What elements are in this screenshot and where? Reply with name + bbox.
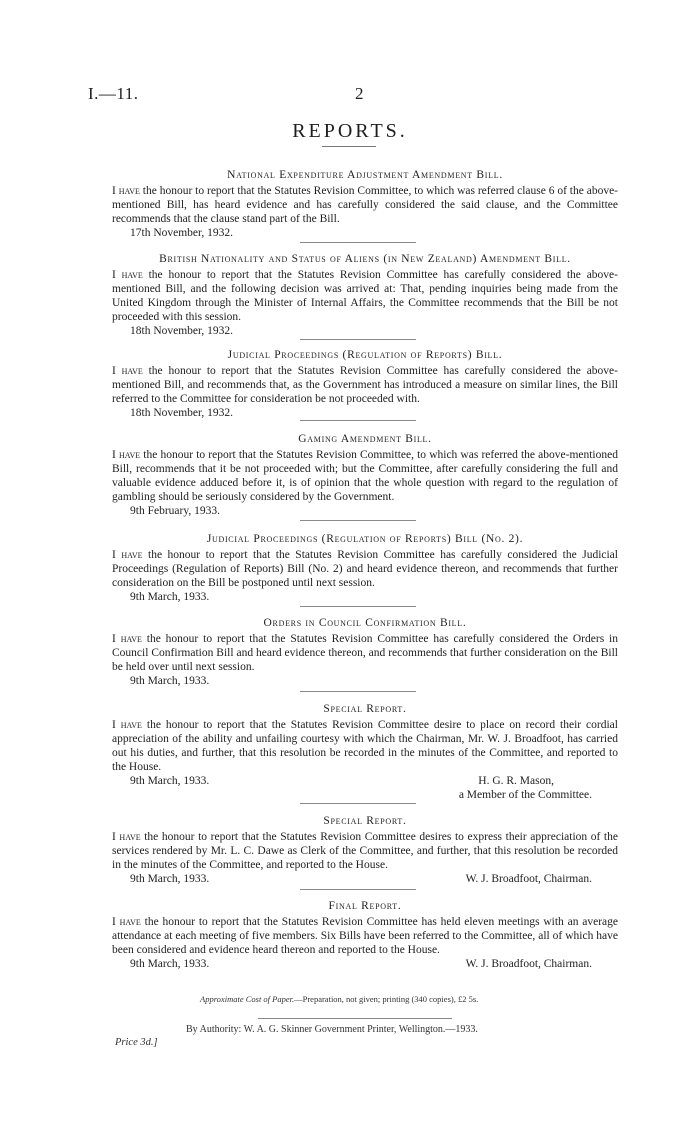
report-text: I have the honour to report that the Statutes Revision Committee, to which was referred clause 6 of the above-mentioned Bill, has heard evidence and has carefully considered the said clause, and the Committee recommends that the clause stand part of the Bill. [112, 185, 618, 225]
report-date: 18th November, 1932. [130, 325, 234, 337]
section-divider [300, 803, 416, 804]
signatory-role: a Member of the Committee. [458, 789, 592, 801]
section-divider [300, 606, 416, 607]
report-text: I have the honour to report that the Statutes Revision Committee desires to express their appreciation of the services rendered by Mr. L. C. Dawe as Clerk of the Committee, and further, that this resolution be recorded in the minutes of the Committee, and reported to the House. [112, 831, 618, 871]
special-report-section [112, 703, 618, 802]
chairman-signature: W. J. Broadfoot, Chairman. [465, 958, 592, 970]
final-report-section [112, 900, 618, 971]
document-reference: I.—11. [88, 84, 139, 103]
report-heading: Judicial Proceedings (Regulation of Reports) Bill. [227, 349, 503, 361]
special-report-section [112, 815, 618, 886]
report-heading: Orders in Council Confirmation Bill. [263, 617, 467, 629]
signature-row [112, 957, 618, 971]
section-divider [300, 339, 416, 340]
report-text: I have the honour to report that the Statutes Revision Committee desire to place on record their cordial appreciation of the ability and unfailing courtesy with which the Chairman, Mr. W. J. Broadfoot, has carried out his duties, and further, that this resolution be recorded in the minutes of the Committee, and reported to the House. [112, 719, 618, 773]
report-date: 9th March, 1933. [130, 873, 210, 885]
signature-row [112, 774, 618, 788]
report-date: 9th March, 1933. [130, 591, 210, 603]
report-date: 18th November, 1932. [130, 407, 234, 419]
report-text: I have the honour to report that the Statutes Revision Committee has carefully considered the above-mentioned Bill, and recommends that, as the Government has introduced a measure on similar lines, the Bill referred to the Committee for consideration be not proceeded with. [112, 365, 618, 405]
signatory-name: H. G. R. Mason, [478, 775, 554, 787]
report-heading: British Nationality and Status of Aliens (in New Zealand) Amendment Bill. [159, 253, 571, 265]
report-section [112, 253, 618, 338]
report-heading: Gaming Amendment Bill. [298, 433, 432, 445]
section-divider [300, 691, 416, 692]
report-date: 9th March, 1933. [130, 958, 210, 970]
report-text: I have the honour to report that the Statutes Revision Committee has carefully considered the Judicial Proceedings (Regulation of Reports) Bill (No. 2) and heard evidence thereon, and recommends that further consideration on the Bill be postponed until next session. [112, 549, 618, 589]
report-text: I have the honour to report that the Statutes Revision Committee has carefully considered the above-mentioned Bill, and the following decision was arrived at: That, pending inquiries being made from the United Kingdom through the Minister of Internal Affairs, the Committee recommends that the Bill be not proceeded with this session. [112, 269, 618, 323]
report-heading: Special Report. [323, 815, 407, 827]
report-section [112, 533, 618, 604]
report-section [112, 433, 618, 518]
report-text: I have the honour to report that the Statutes Revision Committee has carefully considered the Orders in Council Confirmation Bill and heard evidence thereon, and recommends that further consideration on the Bill be held over until next session. [112, 633, 618, 673]
cost-note: Approximate Cost of Paper.—Preparation, not given; printing (340 copies), £2 5s. [200, 994, 479, 1004]
report-date: 17th November, 1932. [130, 227, 234, 239]
signature-row [112, 872, 618, 886]
title-rule [322, 146, 376, 147]
page-number: 2 [355, 84, 364, 103]
printer-authority: By Authority: W. A. G. Skinner Government Printer, Wellington.—1933. [186, 1024, 478, 1035]
report-heading: National Expenditure Adjustment Amendment Bill. [227, 169, 503, 181]
price-note: Price 3d.] [115, 1037, 158, 1048]
report-text: I have the honour to report that the Statutes Revision Committee, to which was referred the above-mentioned Bill, recommends that it be not proceeded with; but the Committee, after carefully considering the full and valuable evidence adduced before it, is of opinion that the whole question with regard to the regulation of gambling should be seriously considered by the Government. [112, 449, 618, 503]
report-date: 9th March, 1933. [130, 675, 210, 687]
report-heading: Judicial Proceedings (Regulation of Reports) Bill (No. 2). [206, 533, 524, 545]
report-date: 9th February, 1933. [130, 505, 220, 517]
report-section [112, 349, 618, 420]
report-heading: Final Report. [328, 900, 402, 912]
footer-rule [258, 1018, 452, 1019]
chairman-signature: W. J. Broadfoot, Chairman. [465, 873, 592, 885]
report-date: 9th March, 1933. [130, 775, 210, 787]
section-divider [300, 889, 416, 890]
report-text: I have the honour to report that the Statutes Revision Committee has held eleven meetings with an average attendance at each meeting of five members. Six Bills have been referred to the Committee, all of which have been considered and evidence heard thereon and reported to the House. [112, 916, 619, 956]
section-divider [300, 520, 416, 521]
signatory-role-row [112, 788, 618, 802]
report-section [112, 169, 618, 240]
report-section [112, 617, 618, 688]
section-divider [300, 242, 416, 243]
page-title: REPORTS. [292, 120, 408, 142]
report-heading: Special Report. [323, 703, 407, 715]
section-divider [300, 420, 416, 421]
